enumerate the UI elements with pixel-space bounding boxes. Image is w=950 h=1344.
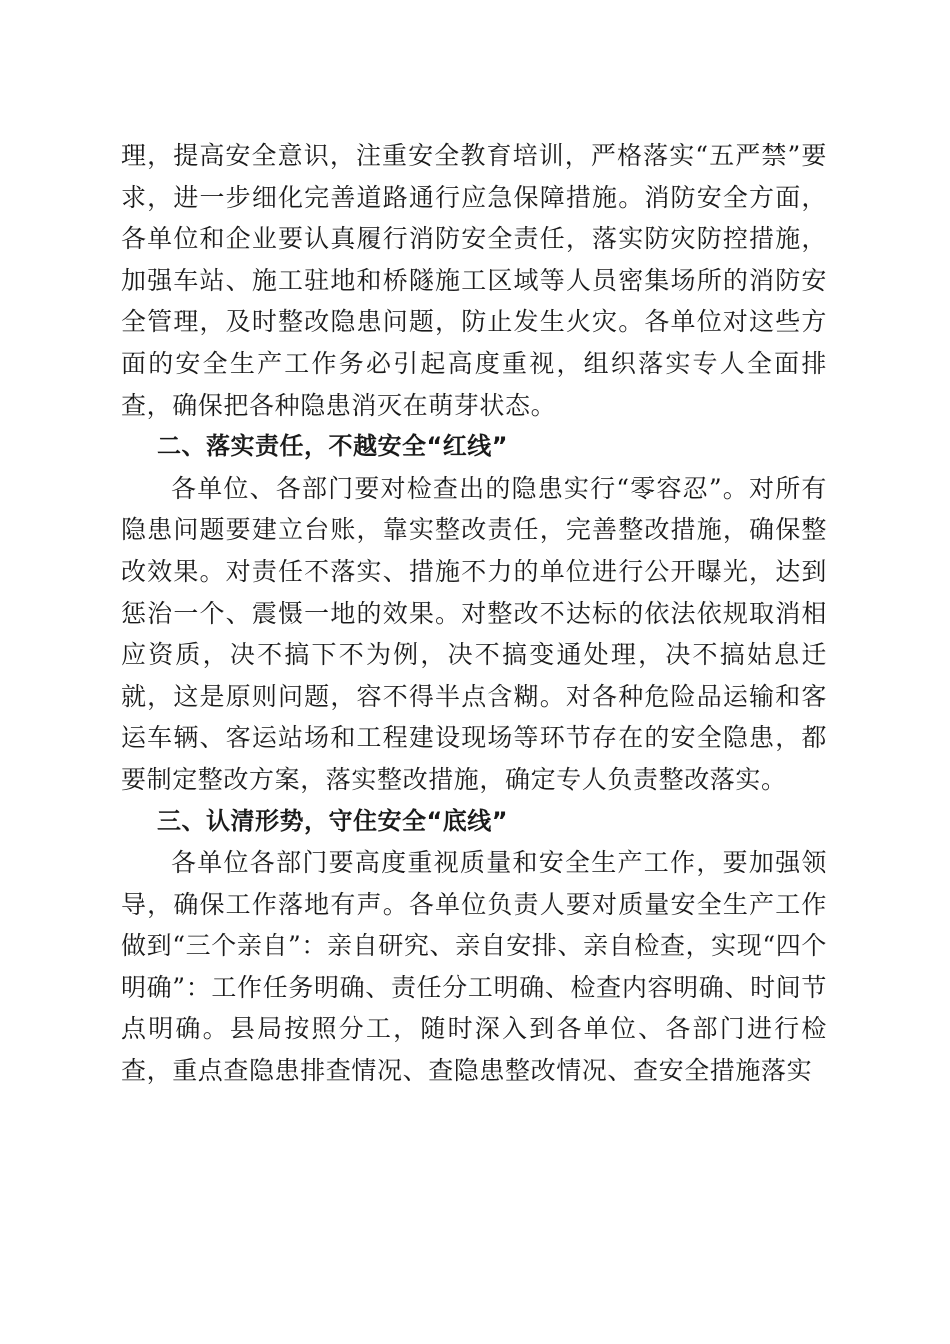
paragraph-continuation: 理，提高安全意识，注重安全教育培训，严格落实“五严禁”要求，进一步细化完善道路通行应急保障措施。消防安全方面，各单位和企业要认真履行消防安全责任，落实防灾防控措施，加强车站、施工驻地和桥隧施工区域等人员密集场所的消防安全管理，及时整改隐患问题，防止发生火灾。各单位对这些方面的安全生产工作务必引起高度重视，组织落实专人全面排查，确保把各种隐患消灭在萌芽状态。 [121, 141, 827, 420]
paragraph-section-3: 各单位各部门要高度重视质量和安全生产工作，要加强领导，确保工作落地有声。各单位负责人要对质量安全生产工作做到“三个亲自”：亲自研究、亲自安排、亲自检查，实现“四个明确”：工作任务明确、责任分工明确、检查内容明确、时间节点明确。县局按照分工，随时深入到各单位、各部门进行检查，重点查隐患排查情况、查隐患整改情况、查安全措施落实 [121, 848, 827, 1086]
section-heading-2: 二、落实责任，不越安全“红线” [157, 432, 509, 461]
section-heading-3: 三、认清形势，守住安全“底线” [157, 806, 509, 835]
document-body [121, 135, 827, 1092]
paragraph-section-2: 各单位、各部门要对检查出的隐患实行“零容忍”。对所有隐患问题要建立台账，靠实整改责任，完善整改措施，确保整改效果。对责任不落实、措施不力的单位进行公开曝光，达到惩治一个、震慑一地的效果。对整改不达标的依法依规取消相应资质，决不搞下不为例，决不搞变通处理，决不搞姑息迁就，这是原则问题，容不得半点含糊。对各种危险品运输和客运车辆、客运站场和工程建设现场等环节存在的安全隐患，都要制定整改方案，落实整改措施，确定专人负责整改落实。 [121, 473, 827, 794]
